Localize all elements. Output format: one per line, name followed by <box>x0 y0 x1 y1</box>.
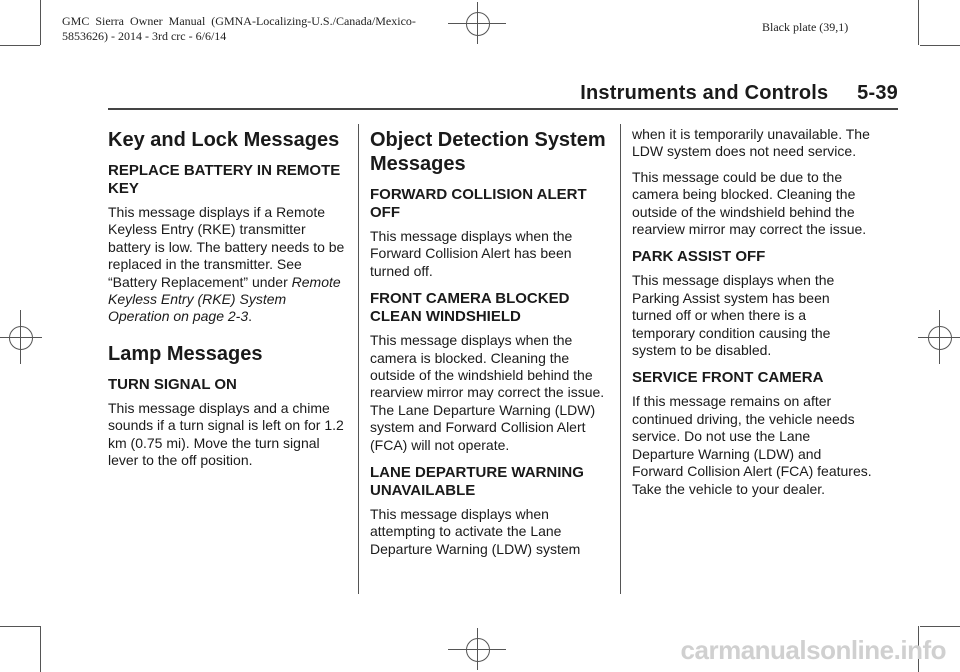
column-divider <box>358 124 359 594</box>
ldw-continued-paragraph-2: This message could be due to the camera being blocked. Cleaning the outside of the windshield behind the rearview mirror may correct the issue. <box>632 168 867 238</box>
camera-paragraph: This message displays when the camera is blocked. Cleaning the outside of the windshield behind the rearview mirror may correct the issue. The Lane Departure Warning (LDW) system and Forward Collision Alert (FCA) will not operate. <box>370 332 605 453</box>
column-1 <box>108 118 348 477</box>
registration-mark <box>0 337 42 338</box>
header-rule <box>108 108 898 110</box>
ldw-paragraph: This message displays when attempting to activate the Lane Departure Warning (LDW) system <box>370 506 581 557</box>
registration-mark <box>466 638 490 662</box>
column-3 <box>632 126 872 506</box>
slug-line-1: GMC Sierra Owner Manual (GMNA-Localizing-U.S./Canada/Mexico- <box>62 14 416 28</box>
section-heading-lamp: Lamp Messages <box>108 342 263 365</box>
section-heading-object-detection: Object Detection System Messages <box>370 129 606 175</box>
crop-mark <box>918 0 919 45</box>
crop-mark <box>0 45 40 46</box>
battery-ref-end: . <box>248 308 252 325</box>
registration-mark <box>928 326 952 350</box>
section-heading-key-lock: Key and Lock Messages <box>108 129 340 151</box>
crop-mark <box>40 0 41 45</box>
slug-plate: Black plate (39,1) <box>762 20 849 34</box>
service-camera-paragraph: If this message remains on after continued driving, the vehicle needs service. Do not use the Lane Departure Warning (LDW) and Forward Collision Alert (FCA) features. Take the vehicle to your dealer. <box>632 393 872 497</box>
registration-mark <box>477 628 478 670</box>
subheading-camera-blocked: FRONT CAMERA BLOCKED CLEAN WINDSHIELD <box>370 290 570 326</box>
registration-mark <box>20 310 21 364</box>
subheading-fca-off: FORWARD COLLISION ALERT OFF <box>370 186 587 221</box>
crop-mark <box>920 626 960 627</box>
subheading-park-assist-off: PARK ASSIST OFF <box>632 248 766 266</box>
battery-text: This message displays if a Remote Keyless Entry (RKE) transmitter battery is low. The battery needs to be replaced in the transmitter. See “Battery Replacement” under <box>108 204 345 290</box>
column-2 <box>370 118 610 566</box>
slug-line-2: 5853626) - 2014 - 3rd crc - 6/6/14 <box>62 29 227 43</box>
watermark-logo: carmanualsonline.info <box>680 635 946 665</box>
subheading-turn-signal: TURN SIGNAL ON <box>108 375 237 393</box>
registration-mark <box>477 2 478 44</box>
battery-paragraph <box>108 204 348 326</box>
registration-mark <box>9 326 33 350</box>
park-assist-paragraph: This message displays when the Parking Assist system has been turned off or when there is a temporary condition causing the system to be disabled. <box>632 272 835 359</box>
turn-signal-paragraph: This message displays and a chime sounds if a turn signal is left on for 1.2 km (0.75 mi). Move the turn signal lever to the off position. <box>108 399 344 469</box>
crop-mark <box>920 45 960 46</box>
subheading-replace-battery: REPLACE BATTERY IN REMOTE KEY <box>108 162 341 197</box>
ldw-continued-paragraph: when it is temporarily unavailable. The LDW system does not need service. <box>632 126 870 160</box>
registration-mark <box>466 12 490 36</box>
running-header: Instruments and Controls 5-39 <box>580 82 898 104</box>
registration-mark <box>939 310 940 364</box>
cross-reference-link[interactable]: Remote Keyless Entry (RKE) System Operation on page 2-3 <box>108 273 341 325</box>
column-divider <box>620 124 621 594</box>
subheading-service-camera: SERVICE FRONT CAMERA <box>632 369 824 387</box>
subheading-ldw-unavailable: LANE DEPARTURE WARNING UNAVAILABLE <box>370 464 584 500</box>
fca-paragraph: This message displays when the Forward Collision Alert has been turned off. <box>370 228 573 279</box>
crop-mark <box>0 626 40 627</box>
crop-mark <box>40 626 41 672</box>
